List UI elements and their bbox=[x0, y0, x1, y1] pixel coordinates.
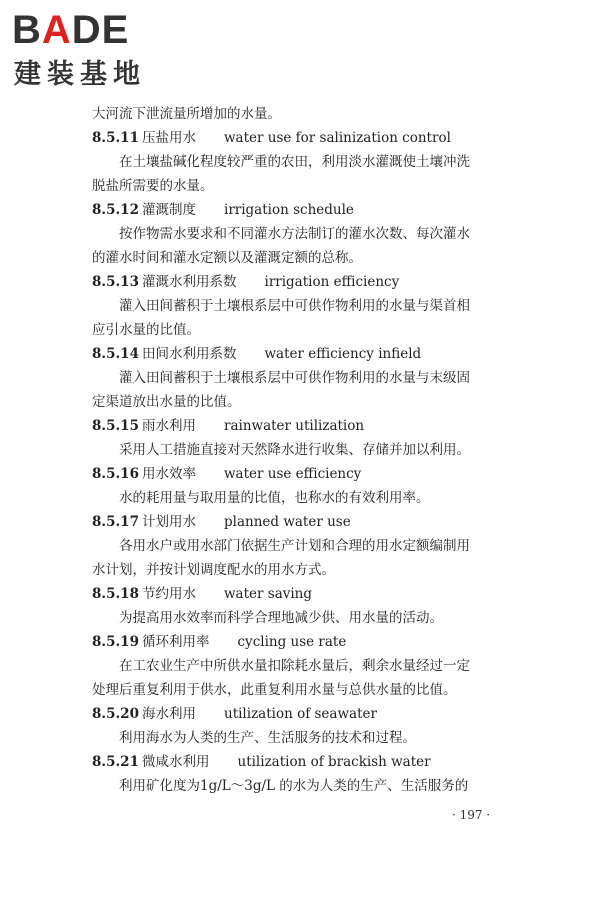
term-english: water efficiency infield bbox=[264, 346, 422, 362]
term-heading bbox=[92, 462, 532, 486]
definition-line: 采用人工措施直接对天然降水进行收集、存储并加以利用。 bbox=[119, 442, 470, 458]
definition-line: 在工农业生产中所供水量扣除耗水量后，剩余水量经过一定 bbox=[119, 658, 470, 674]
term-number: 8.5.17 bbox=[92, 514, 139, 530]
definition-line: 水的耗用量与取用量的比值，也称水的有效利用率。 bbox=[119, 490, 430, 506]
term-heading bbox=[92, 126, 532, 150]
term-chinese: 压盐用水 bbox=[142, 130, 196, 146]
definition-line: 脱盐所需要的水量。 bbox=[92, 178, 214, 194]
term-english: rainwater utilization bbox=[224, 418, 365, 434]
intro-line: 大河流下泄流量所增加的水量。 bbox=[92, 106, 281, 122]
term-heading bbox=[92, 342, 532, 366]
definition-line: 灌入田间蓄积于土壤根系层中可供作物利用的水量与末级固 bbox=[119, 370, 470, 386]
term-heading bbox=[92, 198, 532, 222]
term-english: water use efficiency bbox=[224, 466, 362, 482]
term-heading bbox=[92, 414, 532, 438]
definition-line: 在土壤盐碱化程度较严重的农田，利用淡水灌溉使土壤冲洗 bbox=[119, 154, 470, 170]
definition-line: 各用水户或用水部门依据生产计划和合理的用水定额编制用 bbox=[119, 538, 470, 554]
logo-letter-b: B bbox=[12, 8, 42, 52]
term-number: 8.5.21 bbox=[92, 754, 139, 770]
term-english: utilization of seawater bbox=[224, 706, 377, 722]
term-chinese: 灌溉水利用系数 bbox=[142, 274, 237, 290]
term-number: 8.5.16 bbox=[92, 466, 139, 482]
logo-letter-a: A bbox=[41, 8, 72, 52]
definition-line: 利用海水为人类的生产、生活服务的技术和过程。 bbox=[119, 730, 416, 746]
term-number: 8.5.11 bbox=[92, 130, 139, 146]
term-heading bbox=[92, 630, 532, 654]
definition-line: 应引水量的比值。 bbox=[92, 322, 200, 338]
term-heading bbox=[92, 750, 532, 774]
term-number: 8.5.12 bbox=[92, 202, 139, 218]
term-heading bbox=[92, 270, 532, 294]
term-chinese: 田间水利用系数 bbox=[142, 346, 237, 362]
term-heading bbox=[92, 510, 532, 534]
definition-line: 按作物需水要求和不同灌水方法制订的灌水次数、每次灌水 bbox=[119, 226, 470, 242]
term-number: 8.5.19 bbox=[92, 634, 139, 650]
definition-line: 定渠道放出水量的比值。 bbox=[92, 394, 241, 410]
term-english: irrigation efficiency bbox=[264, 274, 400, 290]
term-english: irrigation schedule bbox=[224, 202, 354, 218]
logo-letters-de: DE bbox=[71, 8, 130, 52]
term-english: utilization of brackish water bbox=[237, 754, 431, 770]
term-heading bbox=[92, 582, 532, 606]
term-english: planned water use bbox=[224, 514, 351, 530]
term-english: water saving bbox=[224, 586, 313, 602]
term-chinese: 用水效率 bbox=[142, 466, 196, 482]
term-number: 8.5.18 bbox=[92, 586, 139, 602]
term-chinese: 雨水利用 bbox=[142, 418, 196, 434]
term-chinese: 灌溉制度 bbox=[142, 202, 196, 218]
definition-line: 的灌水时间和灌水定额以及灌溉定额的总称。 bbox=[92, 250, 362, 266]
entries-list bbox=[92, 126, 532, 798]
term-chinese: 节约用水 bbox=[142, 586, 196, 602]
term-number: 8.5.20 bbox=[92, 706, 139, 722]
term-heading bbox=[92, 702, 532, 726]
logo-brand bbox=[12, 6, 129, 54]
term-number: 8.5.13 bbox=[92, 274, 139, 290]
term-number: 8.5.14 bbox=[92, 346, 139, 362]
logo bbox=[12, 6, 187, 101]
definition-line: 灌入田间蓄积于土壤根系层中可供作物利用的水量与渠首相 bbox=[119, 298, 470, 314]
definition-line: 利用矿化度为1g/L～3g/L 的水为人类的生产、生活服务的 bbox=[119, 778, 469, 794]
term-chinese: 计划用水 bbox=[142, 514, 196, 530]
term-chinese: 微咸水利用 bbox=[142, 754, 210, 770]
definition-line: 为提高用水效率而科学合理地减少供、用水量的活动。 bbox=[119, 610, 443, 626]
term-chinese: 循环利用率 bbox=[142, 634, 210, 650]
term-english: cycling use rate bbox=[237, 634, 347, 650]
definition-line: 水计划，并按计划调度配水的用水方式。 bbox=[92, 562, 335, 578]
term-english: water use for salinization control bbox=[224, 130, 451, 146]
logo-subtitle: 建装基地 bbox=[14, 59, 146, 90]
term-chinese: 海水利用 bbox=[142, 706, 196, 722]
term-number: 8.5.15 bbox=[92, 418, 139, 434]
definition-line: 处理后重复利用于供水，此重复利用水量与总供水量的比值。 bbox=[92, 682, 457, 698]
document-body bbox=[92, 102, 532, 798]
page-number: · 197 · bbox=[452, 808, 491, 822]
